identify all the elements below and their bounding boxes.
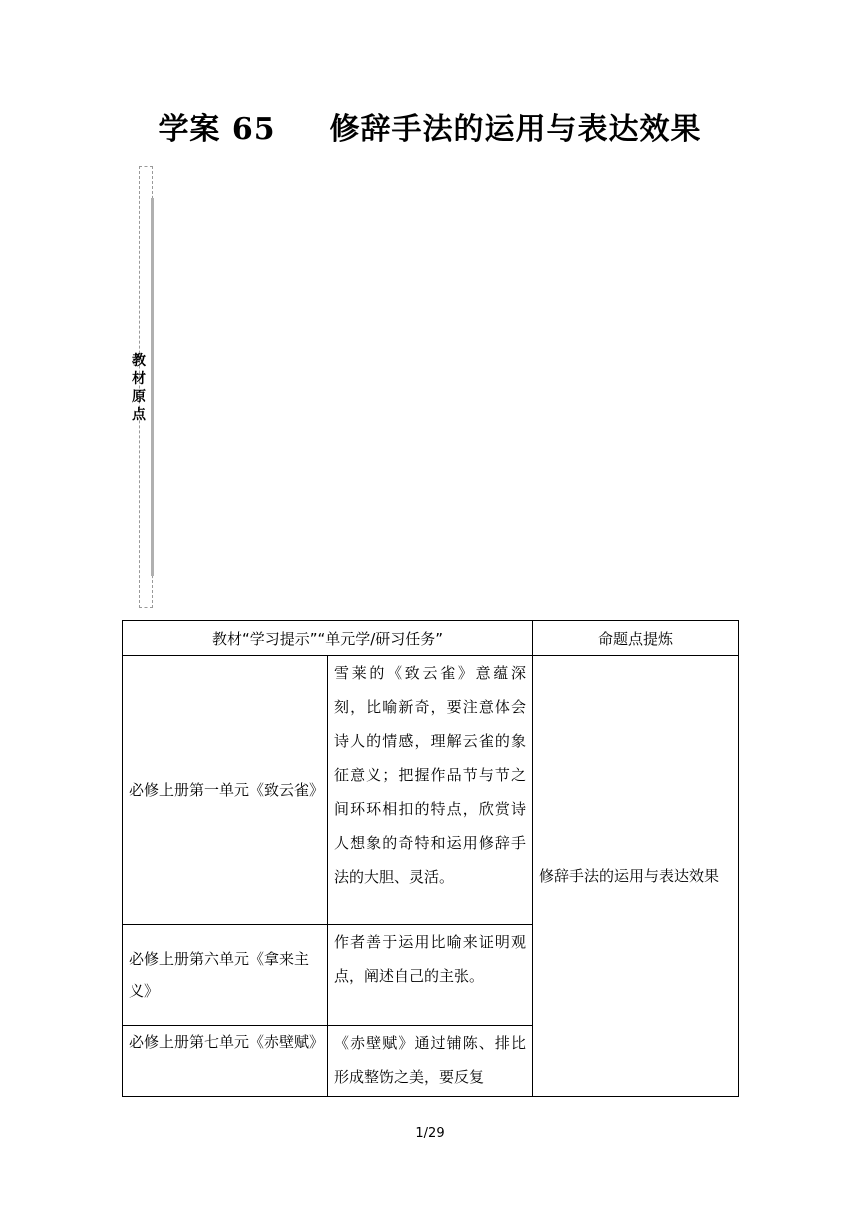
- page-title: [0, 104, 860, 148]
- row-point: 修辞手法的运用与表达效果: [533, 656, 739, 1097]
- title-prefix: 学案: [158, 112, 221, 147]
- row-source: 必修上册第七单元《赤壁赋》: [123, 1026, 328, 1097]
- page-number: 1/29: [415, 1126, 445, 1141]
- title-text: 修辞手法的运用与表达效果: [329, 112, 702, 147]
- row-tip: 作者善于运用比喻来证明观点，阐述自己的主张。: [328, 925, 533, 1026]
- content-table: [122, 620, 739, 1097]
- side-label-bar: [151, 198, 154, 576]
- title-number: 65: [231, 112, 276, 147]
- row-tip: 《赤壁赋》通过铺陈、排比形成整饬之美，要反复: [328, 1026, 533, 1097]
- header-point: 命题点提炼: [533, 621, 739, 656]
- header-source: 教材“学习提示”“单元学/研习任务”: [123, 621, 533, 656]
- table-header-row: [123, 621, 739, 656]
- row-tip: 雪莱的《致云雀》意蕴深刻，比喻新奇，要注意体会诗人的情感，理解云雀的象征意义；把握作品节与节之间环环相扣的特点，欣赏诗人想象的奇特和运用修辞手法的大胆、灵活。: [328, 656, 533, 925]
- table-row: [123, 656, 739, 925]
- row-source: 必修上册第六单元《拿来主义》: [123, 925, 328, 1026]
- side-label-text: 教材原点: [132, 353, 146, 423]
- row-source: 必修上册第一单元《致云雀》: [123, 656, 328, 925]
